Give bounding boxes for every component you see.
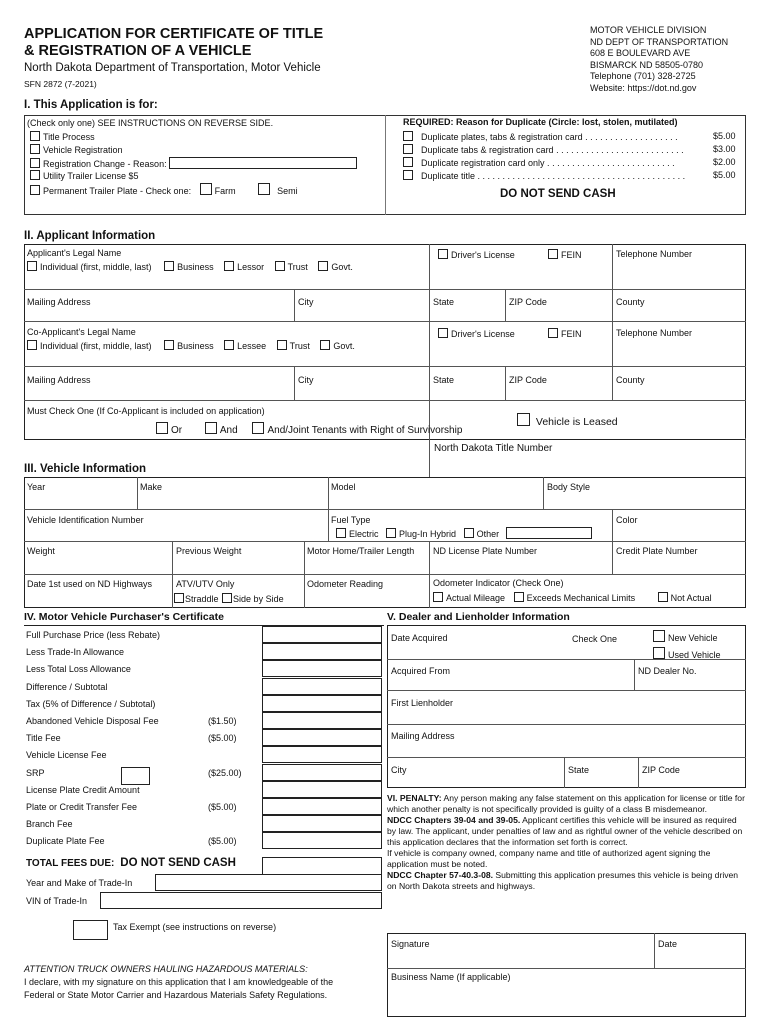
plugin-checkbox[interactable] — [386, 528, 396, 538]
fee-label: Abandoned Vehicle Disposal Fee — [26, 716, 159, 726]
trust-checkbox[interactable] — [275, 261, 285, 271]
tax-exempt-label: Tax Exempt (see instructions on reverse) — [113, 922, 277, 932]
checkbox[interactable] — [548, 249, 558, 259]
agency-line: Telephone (701) 328-2725 — [590, 71, 696, 81]
lessor-checkbox[interactable] — [224, 261, 234, 271]
fee-amount: ($1.50) — [208, 716, 237, 726]
co-county-label: County — [616, 375, 645, 385]
used-vehicle-checkbox[interactable] — [653, 647, 665, 659]
checkbox[interactable] — [438, 328, 448, 338]
form-number: SFN 2872 (7-2021) — [24, 79, 97, 89]
fee-input[interactable] — [262, 798, 382, 815]
vehicle-leased-option[interactable]: Vehicle is Leased — [517, 413, 618, 428]
business-checkbox[interactable] — [164, 261, 174, 271]
credit-plate-label: Credit Plate Number — [616, 546, 698, 556]
prev-weight-label: Previous Weight — [176, 546, 242, 556]
co-zip-label: ZIP Code — [509, 375, 547, 385]
exceeds-checkbox[interactable] — [514, 592, 524, 602]
fuel-type-label: Fuel Type — [331, 515, 371, 525]
atv-options[interactable]: Straddle Side by Side — [174, 593, 284, 604]
form-subtitle: North Dakota Department of Transportation, Motor Vehicle — [24, 62, 321, 74]
signature-label: Signature — [391, 939, 430, 949]
duplicate-price: $3.00 — [713, 144, 736, 154]
total-fees-input[interactable] — [262, 857, 382, 875]
option-permanent-trailer[interactable]: Permanent Trailer Plate - Check one: Farm Semi — [30, 183, 298, 196]
year-label: Year — [27, 482, 46, 492]
individual-checkbox[interactable] — [27, 340, 37, 350]
checkbox[interactable] — [403, 157, 413, 167]
form-title-line1: APPLICATION FOR CERTIFICATE OF TITLE — [24, 26, 324, 42]
duplicate-option[interactable]: Duplicate plates, tabs & registration card . . . . . . . . . . . . . . . . . . . — [403, 131, 678, 142]
fee-input[interactable] — [262, 695, 382, 712]
trade-year-input[interactable] — [155, 874, 382, 891]
checkbox[interactable] — [30, 158, 40, 168]
co-telephone-label: Telephone Number — [616, 328, 693, 338]
fee-amount: ($5.00) — [208, 802, 237, 812]
section1-instructions: (Check only one) SEE INSTRUCTIONS ON REVERSE SIDE. — [27, 118, 274, 128]
ownership-options[interactable]: Or And And/Joint Tenants with Right of Survivorship — [156, 422, 462, 436]
fee-amount: ($25.00) — [208, 767, 242, 778]
or-checkbox[interactable] — [156, 422, 168, 434]
fee-label: License Plate Credit Amount — [26, 784, 140, 795]
lien-mailing-label: Mailing Address — [391, 731, 455, 741]
odometer-label: Odometer Reading — [307, 579, 384, 589]
fee-label: Tax (5% of Difference / Subtotal) — [26, 698, 156, 709]
joint-checkbox[interactable] — [252, 422, 264, 434]
checkbox[interactable] — [30, 144, 40, 154]
duplicate-option[interactable]: Duplicate registration card only . . . . . . . . . . . . . . . . . . . . . . . . . . — [403, 157, 675, 168]
fee-label: Duplicate Plate Fee — [26, 836, 105, 847]
semi-checkbox[interactable] — [258, 183, 270, 195]
date-label: Date — [658, 939, 678, 949]
fee-input[interactable] — [262, 626, 382, 643]
fee-input[interactable] — [262, 643, 382, 660]
must-check-label: Must Check One (If Co-Applicant is included on application) — [27, 406, 265, 416]
fee-input[interactable] — [262, 678, 382, 695]
drivers-license-option[interactable]: Driver's License — [438, 249, 515, 260]
trade-vin-label: VIN of Trade-In — [26, 896, 88, 906]
trust-checkbox[interactable] — [277, 340, 287, 350]
form-title-line2: & REGISTRATION OF A VEHICLE — [24, 43, 252, 59]
city-label: City — [298, 297, 314, 307]
option-utility-trailer[interactable]: Utility Trailer License $5 — [30, 170, 139, 181]
lien-state-label: State — [568, 765, 590, 775]
new-vehicle-option[interactable]: New Vehicle — [653, 630, 718, 643]
business-name-label: Business Name (If applicable) — [391, 972, 511, 982]
new-vehicle-checkbox[interactable] — [653, 630, 665, 642]
duplicate-price: $5.00 — [713, 131, 736, 141]
other-fuel-input[interactable] — [506, 527, 592, 539]
checkbox[interactable] — [438, 249, 448, 259]
agency-line: BISMARCK ND 58505-0780 — [590, 59, 704, 70]
lien-city-label: City — [391, 765, 407, 775]
co-applicant-name-label: Co-Applicant's Legal Name — [27, 327, 136, 337]
actual-mileage-checkbox[interactable] — [433, 592, 443, 602]
section1-divider — [385, 115, 386, 215]
body-style-label: Body Style — [547, 482, 591, 492]
attention-body-1: I declare, with my signature on this application that I am knowledgeable of the — [24, 977, 334, 987]
fee-label: Branch Fee — [26, 819, 73, 830]
co-mailing-label: Mailing Address — [27, 375, 91, 385]
dealer-no-label: ND Dealer No. — [638, 666, 697, 676]
other-checkbox[interactable] — [464, 528, 474, 538]
lien-zip-label: ZIP Code — [642, 765, 680, 775]
option-title-process[interactable]: Title Process — [30, 131, 95, 142]
checkbox[interactable] — [548, 328, 558, 338]
state-label: State — [433, 297, 455, 307]
section3-heading: III. Vehicle Information — [24, 463, 147, 475]
checkbox[interactable] — [30, 131, 40, 141]
govt-checkbox[interactable] — [318, 261, 328, 271]
trade-year-label: Year and Make of Trade-In — [26, 878, 133, 888]
option-registration-change[interactable]: Registration Change - Reason: — [30, 157, 357, 169]
fee-input[interactable] — [262, 660, 382, 677]
fein-option[interactable]: FEIN — [548, 249, 582, 260]
penalty-text: VI. PENALTY: Any person making any false statement on this application for license or title for which another penalty is not specifically provided is guilty of a class B misdemeanor. NDCC Chapters 39-04 and 39-05. Applicant certifies this vehicle will be insured as required by law. The applicant, under penalties of law and as rightful owner of the vehicle described on this application declares that the information set forth is correct. If vehicle is company owned, company name and title of authorized agent signing the application must be noted. NDCC Chapter 57-40.3-08. Submitting this application presumes this vehicle is being driven on North Dakota streets and highways. — [387, 793, 745, 891]
business-checkbox[interactable] — [164, 340, 174, 350]
nd-title-label: North Dakota Title Number — [434, 443, 553, 454]
lessee-checkbox[interactable] — [224, 340, 234, 350]
fuel-options[interactable]: Electric Plug-In Hybrid Other — [336, 527, 592, 539]
odometer-options[interactable]: Actual Mileage Exceeds Mechanical Limits Not Actual — [433, 592, 712, 603]
co-drivers-license-option[interactable]: Driver's License — [438, 328, 515, 339]
attention-body-2: Federal or State Motor Carrier and Hazardous Materials Safety Regulations. — [24, 990, 328, 1000]
not-actual-checkbox[interactable] — [658, 592, 668, 602]
total-fees-label: TOTAL FEES DUE: DO NOT SEND CASH — [26, 857, 236, 869]
checkbox[interactable] — [403, 144, 413, 154]
agency-line: MOTOR VEHICLE DIVISION — [590, 25, 707, 35]
model-label: Model — [331, 482, 356, 492]
used-vehicle-option[interactable]: Used Vehicle — [653, 647, 721, 660]
duplicate-option[interactable]: Duplicate title . . . . . . . . . . . . . . . . . . . . . . . . . . . . . . . . . . . . . . . . . . — [403, 170, 685, 181]
trade-vin-input[interactable] — [100, 892, 382, 909]
motorhome-length-label: Motor Home/Trailer Length — [307, 546, 415, 556]
checkbox[interactable] — [403, 131, 413, 141]
co-fein-option[interactable]: FEIN — [548, 328, 582, 339]
acquired-from-label: Acquired From — [391, 666, 451, 676]
fee-amount: ($5.00) — [208, 836, 237, 847]
fee-label: Difference / Subtotal — [26, 681, 108, 692]
section4-heading: IV. Motor Vehicle Purchaser's Certificate — [24, 611, 224, 623]
attention-title: ATTENTION TRUCK OWNERS HAULING HAZARDOUS MATERIALS: — [24, 964, 308, 974]
vin-label: Vehicle Identification Number — [27, 515, 144, 525]
co-city-label: City — [298, 375, 314, 385]
duplicate-heading: REQUIRED: Reason for Duplicate (Circle: lost, stolen, mutilated) — [403, 117, 678, 127]
agency-line: Website: https://dot.nd.gov — [590, 82, 697, 93]
make-label: Make — [140, 482, 163, 492]
zip-label: ZIP Code — [509, 297, 547, 307]
tax-exempt-checkbox[interactable] — [73, 920, 108, 940]
section5-heading: V. Dealer and Lienholder Information — [387, 611, 570, 623]
checkbox[interactable] — [403, 170, 413, 180]
weight-label: Weight — [27, 546, 55, 556]
county-label: County — [616, 297, 645, 307]
first-lienholder-label: First Lienholder — [391, 698, 454, 708]
fee-label: Vehicle License Fee — [26, 750, 107, 761]
fee-amount: ($5.00) — [208, 733, 237, 744]
co-state-label: State — [433, 375, 455, 385]
farm-checkbox[interactable] — [200, 183, 212, 195]
co-applicant-type[interactable]: Individual (first, middle, last) Business Lessee Trust Govt. — [27, 340, 355, 351]
fee-input[interactable] — [262, 746, 382, 763]
checkbox[interactable] — [30, 170, 40, 180]
section2-heading: II. Applicant Information — [24, 230, 156, 242]
applicant-name-label: Applicant's Legal Name — [27, 248, 122, 258]
fee-label: Title Fee — [26, 733, 61, 744]
duplicate-option[interactable]: Duplicate tabs & registration card . . . . . . . . . . . . . . . . . . . . . . . . . . — [403, 144, 684, 155]
checkbox[interactable] — [30, 185, 40, 195]
duplicate-price: $2.00 — [713, 157, 736, 167]
check-one-label: Check One — [572, 634, 618, 644]
straddle-checkbox[interactable] — [174, 593, 184, 603]
agency-line: ND DEPT OF TRANSPORTATION — [590, 36, 729, 47]
fee-input[interactable] — [262, 815, 382, 832]
side-by-side-checkbox[interactable] — [222, 593, 232, 603]
fee-label: Full Purchase Price (less Rebate) — [26, 630, 161, 640]
srp-input[interactable] — [121, 767, 150, 785]
no-cash-notice: DO NOT SEND CASH — [500, 188, 616, 200]
fee-input[interactable] — [262, 832, 382, 849]
fee-label: Plate or Credit Transfer Fee — [26, 802, 138, 812]
date-acquired-label: Date Acquired — [391, 633, 448, 643]
odometer-indicator-label: Odometer Indicator (Check One) — [433, 578, 564, 588]
fee-input[interactable] — [262, 729, 382, 746]
applicant-type[interactable]: Individual (first, middle, last) Business Lessor Trust Govt. — [27, 261, 353, 272]
fee-input[interactable] — [262, 712, 382, 729]
fee-label: Less Trade-In Allowance — [26, 647, 125, 658]
and-checkbox[interactable] — [205, 422, 217, 434]
fee-label: SRP — [26, 767, 45, 778]
reason-input[interactable] — [169, 157, 357, 169]
electric-checkbox[interactable] — [336, 528, 346, 538]
fee-input[interactable] — [262, 764, 382, 781]
color-label: Color — [616, 515, 638, 525]
date-first-label: Date 1st used on ND Highways — [27, 579, 153, 589]
leased-checkbox[interactable] — [517, 413, 530, 426]
fee-input[interactable] — [262, 781, 382, 798]
duplicate-price: $5.00 — [713, 170, 736, 180]
nd-plate-label: ND License Plate Number — [433, 546, 538, 556]
atv-only-label: ATV/UTV Only — [176, 579, 235, 589]
fee-label: Less Total Loss Allowance — [26, 664, 131, 675]
individual-checkbox[interactable] — [27, 261, 37, 271]
telephone-label: Telephone Number — [616, 249, 693, 259]
option-vehicle-registration[interactable]: Vehicle Registration — [30, 144, 123, 155]
section1-heading: I. This Application is for: — [24, 99, 158, 111]
govt-checkbox[interactable] — [320, 340, 330, 350]
mailing-label: Mailing Address — [27, 297, 91, 307]
agency-address — [590, 25, 728, 94]
agency-line: 608 E BOULEVARD AVE — [590, 48, 691, 58]
